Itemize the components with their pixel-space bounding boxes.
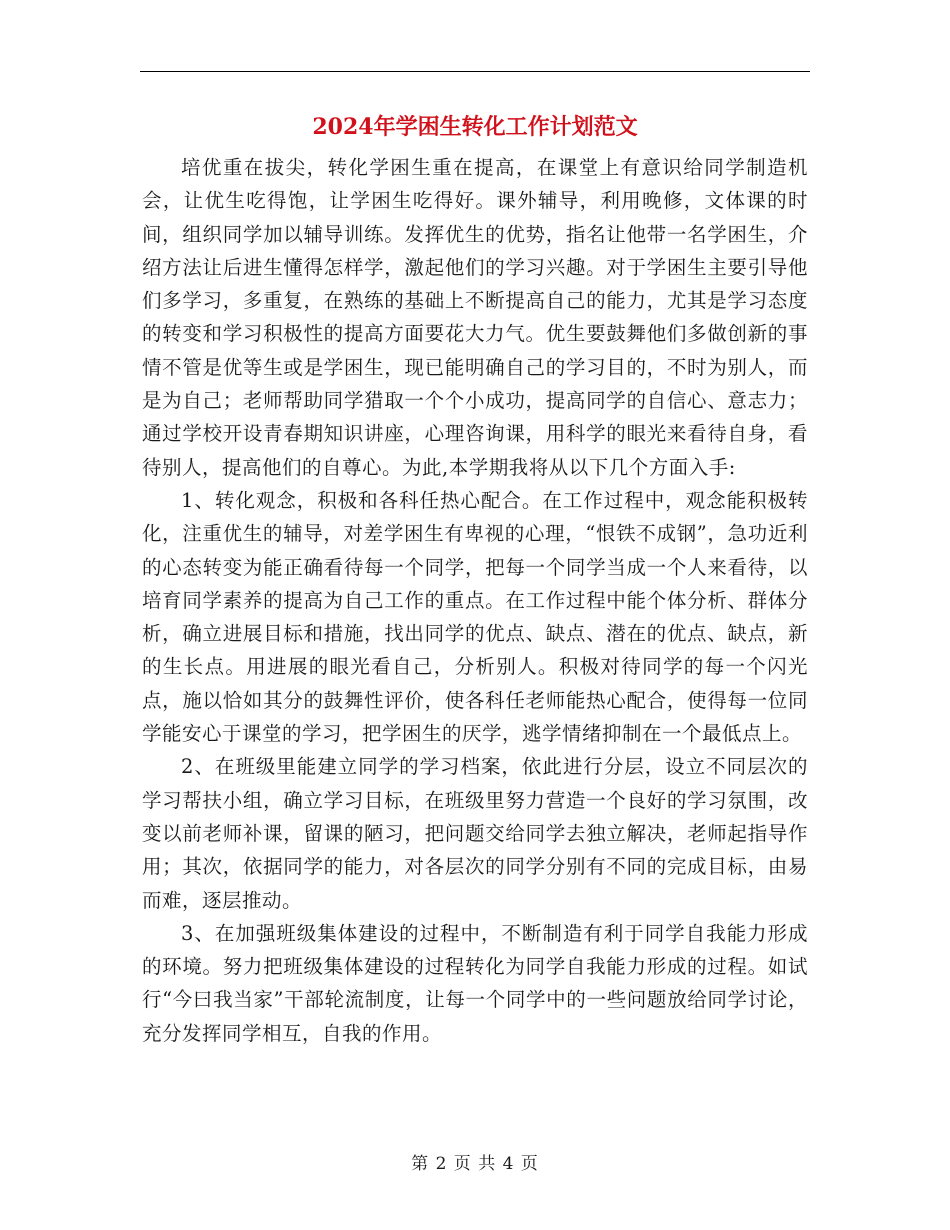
paragraph-item-1: 1、转化观念，积极和各科任热心配合。在工作过程中，观念能积极转化，注重优生的辅导，对差学困生有卑视的心理，“恨铁不成钢”，急功近利的心态转变为能正确看待每一个同学，把每一个同学当成一个人来看待，以培育同学素养的提高为自己工作的重点。在工作过程中能个体分析、群体分析，确立进展目标和措施，找出同学的优点、缺点、潜在的优点、缺点，新的生长点。用进展的眼光看自己，分析别人。积极对待同学的每一个闪光点，施以恰如其分的鼓舞性评价，使各科任老师能热心配合，使得每一位同学能安心于课堂的学习，把学困生的厌学，逃学情绪抑制在一个最低点上。	[142, 488, 808, 746]
paragraph-item-2: 2、在班级里能建立同学的学习档案，依此进行分层，设立不同层次的学习帮扶小组，确立学习目标，在班级里努力营造一个良好的学习氛围，改变以前老师补课，留课的陋习，把问题交给同学去独立解决，老师起指导作用；其次，依据同学的能力，对各层次的同学分别有不同的完成目标，由易而难，逐层推动。	[142, 755, 808, 912]
header-rule	[140, 71, 810, 72]
paragraph-item-3: 3、在加强班级集体建设的过程中，不断制造有利于同学自我能力形成的环境。努力把班级集体建设的过程转化为同学自我能力形成的过程。如试行“今曰我当家”干部轮流制度，让每一个同学中的一些问题放给同学讨论，充分发挥同学相互，自我的作用。	[142, 921, 808, 1045]
paragraph-intro: 培优重在拔尖，转化学困生重在提高，在课堂上有意识给同学制造机会，让优生吃得饱，让学困生吃得好。课外辅导，利用晚修，文体课的时间，组织同学加以辅导训练。发挥优生的优势，指名让他带一名学困生，介绍方法让后进生懂得怎样学，激起他们的学习兴趣。对于学困生主要引导他们多学习，多重复，在熟练的基础上不断提高自己的能力，尤其是学习态度的转变和学习积极性的提高方面要花大力气。优生要鼓舞他们多做创新的事情不管是优等生或是学困生，现已能明确自己的学习目的，不时为别人，而是为自己；老师帮助同学猎取一个个小成功，提高同学的自信心、意志力；通过学校开设青春期知识讲座，心理咨询课，用科学的眼光来看待自身，看待别人，提高他们的自尊心。为此,本学期我将从以下几个方面入手:	[142, 156, 808, 479]
page-number-footer: 第 2 页 共 4 页	[411, 1154, 539, 1174]
document-title: 2024年学困生转化工作计划范文	[312, 114, 638, 140]
document-body	[142, 151, 808, 1050]
